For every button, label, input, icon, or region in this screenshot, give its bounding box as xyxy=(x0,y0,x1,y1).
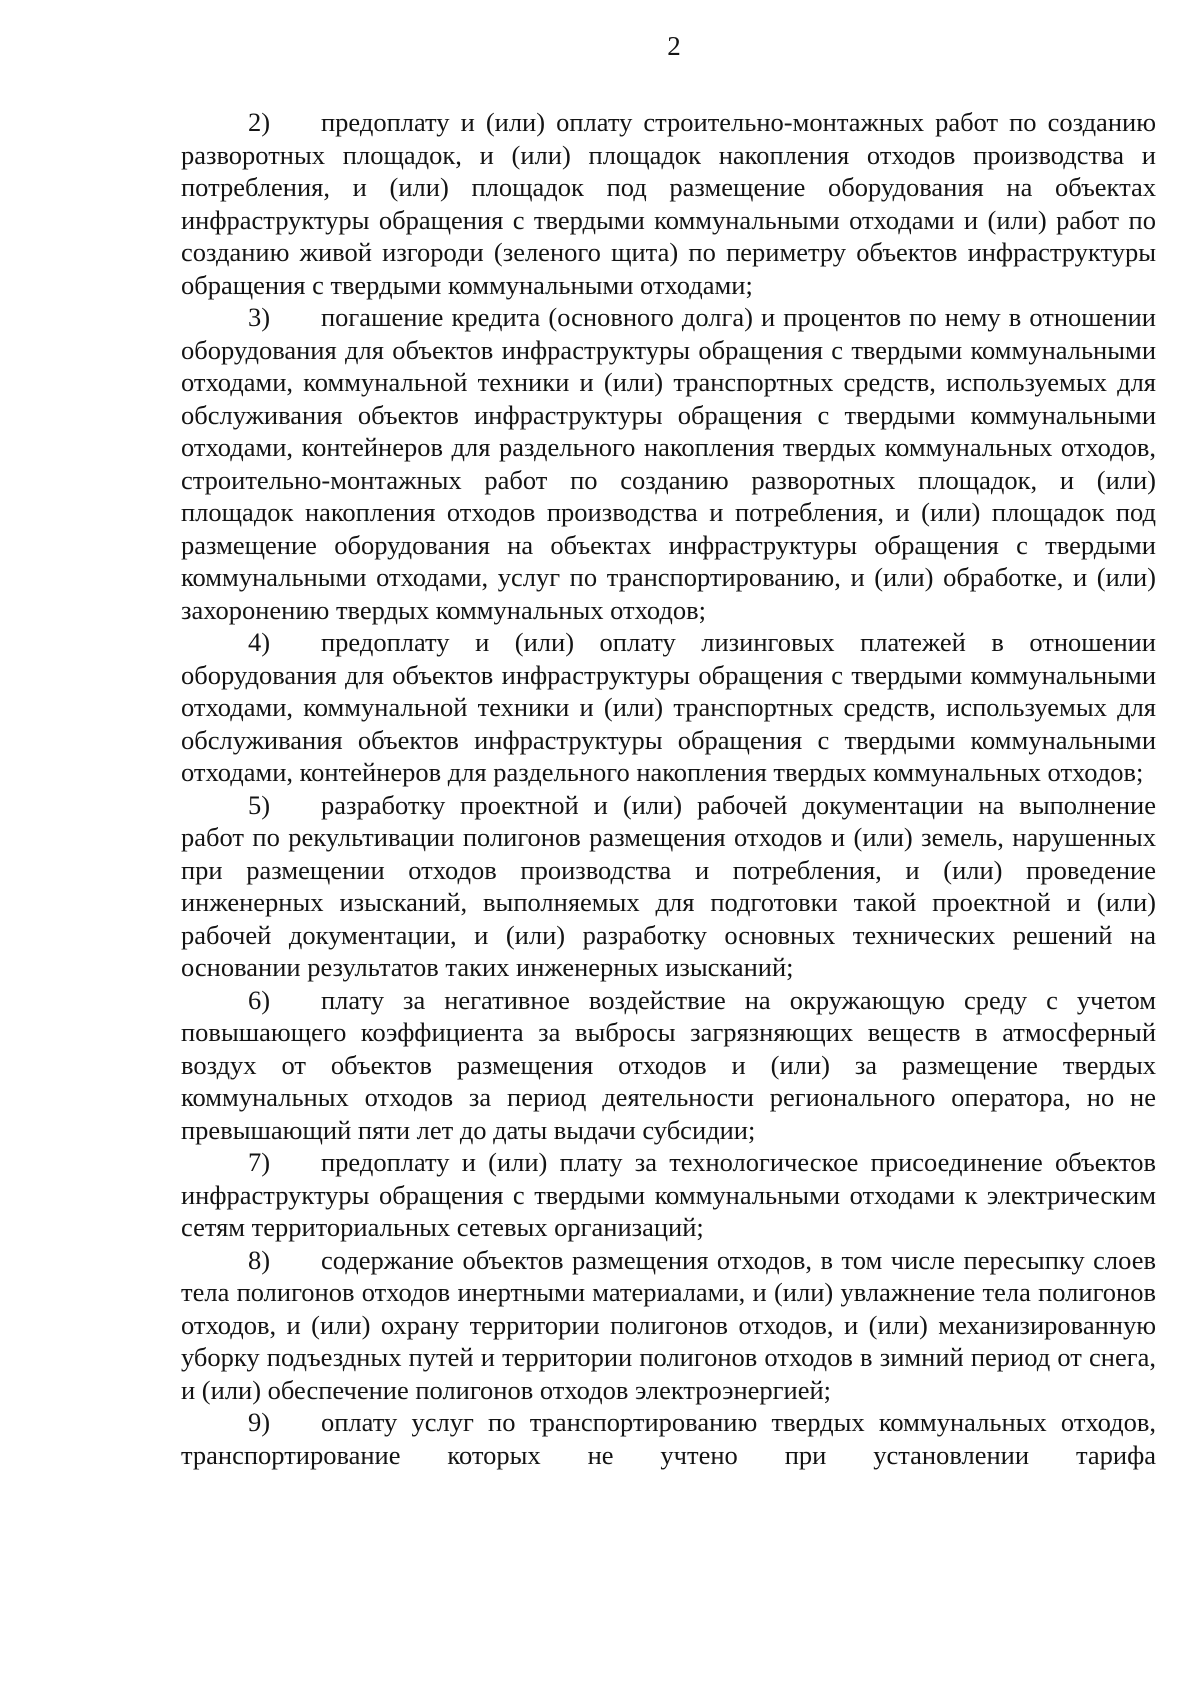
list-item-7 xyxy=(181,1146,1156,1244)
list-item-number: 4) xyxy=(248,627,271,657)
list-item-4 xyxy=(181,626,1156,789)
list-item-text: предоплату и (или) оплату лизинговых платежей в отношении оборудования для объектов инфраструктуры обращения с твердыми коммунальными отходами, коммунальной техники и (или) транспортных средств, используемых для обслуживания объектов инфраструктуры обращения с твердыми коммунальными отходами, контейнеров для раздельного накопления твердых коммунальных отходов; xyxy=(181,627,1156,787)
list-item-text: оплату услуг по транспортированию твердых коммунальных отходов, транспортирование которых не учтено при установлении тарифа xyxy=(181,1407,1156,1470)
list-item-number: 3) xyxy=(248,302,271,332)
list-item-5 xyxy=(181,789,1156,984)
list-item-9 xyxy=(181,1406,1156,1471)
list-item-8 xyxy=(181,1244,1156,1407)
document-body xyxy=(181,106,1156,1471)
list-item-6 xyxy=(181,984,1156,1147)
page-number: 2 xyxy=(667,31,681,61)
list-item-text: разработку проектной и (или) рабочей документации на выполнение работ по рекультивации полигонов размещения отходов и (или) земель, нарушенных при размещении отходов производства и потребления, и (или) проведение инженерных изысканий, выполняемых для подготовки такой проектной и (или) рабочей документации, и (или) разработку основных технических решений на основании результатов таких инженерных изысканий; xyxy=(181,789,1156,982)
list-item-number: 8) xyxy=(248,1244,271,1275)
list-item-number: 2) xyxy=(248,107,271,137)
list-item-text: плату за негативное воздействие на окружающую среду с учетом повышающего коэффициента за выбросы загрязняющих веществ в атмосферный воздух от объектов размещения отходов и (или) за размещение твердых коммунальных отходов за период деятельности регионального оператора, но не превышающий пяти лет до даты выдачи субсидии; xyxy=(181,984,1156,1145)
list-item-text: предоплату и (или) плату за технологическое присоединение объектов инфраструктуры обращения с твердыми коммунальными отходами к электрическим сетям территориальных сетевых организаций; xyxy=(181,1147,1156,1242)
list-item-2 xyxy=(181,106,1156,301)
list-item-number: 7) xyxy=(248,1147,271,1177)
list-item-text: предоплату и (или) оплату строительно-монтажных работ по созданию разворотных площадок, и (или) площадок накопления отходов производства и потребления, и (или) площадок под размещение оборудования на объектах инфраструктуры обращения с твердыми коммунальными отходами и (или) работ по созданию живой изгороди (зеленого щита) по периметру объектов инфраструктуры обращения с твердыми коммунальными отходами; xyxy=(181,107,1156,300)
list-item-number: 5) xyxy=(248,789,271,820)
list-item-number: 6) xyxy=(248,984,271,1015)
list-item-text: погашение кредита (основного долга) и процентов по нему в отношении оборудования для объектов инфраструктуры обращения с твердыми коммунальными отходами, коммунальной техники и (или) транспортных средств, используемых для обслуживания объектов инфраструктуры обращения с твердыми коммунальными отходами, контейнеров для раздельного накопления твердых коммунальных отходов, строительно-монтажных работ по созданию разворотных площадок, и (или) площадок накопления отходов производства и потребления, и (или) площадок под размещение оборудования на объектах инфраструктуры обращения с твердыми коммунальными отходами, услуг по транспортированию, и (или) обработке, и (или) захоронению твердых коммунальных отходов; xyxy=(181,302,1156,625)
list-item-text: содержание объектов размещения отходов, в том числе пересыпку слоев тела полигонов отходов инертными материалами, и (или) увлажнение тела полигонов отходов, и (или) охрану территории полигонов отходов, и (или) механизированную уборку подъездных путей и территории полигонов отходов в зимний период от снега, и (или) обеспечение полигонов отходов электроэнергией; xyxy=(181,1244,1156,1405)
list-item-number: 9) xyxy=(248,1407,271,1437)
list-item-3 xyxy=(181,301,1156,626)
